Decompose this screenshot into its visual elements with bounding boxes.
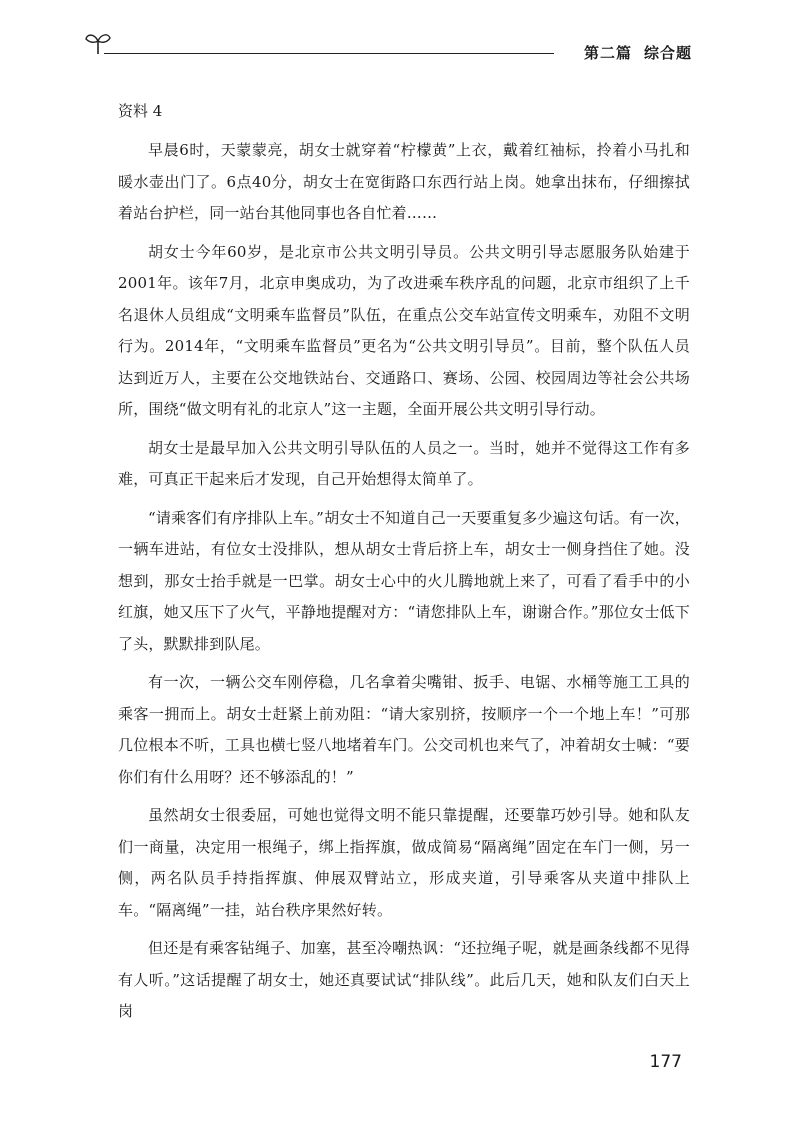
paragraph-5: 有一次，一辆公交车刚停稳，几名拿着尖嘴钳、扳手、电锯、水桶等施工工具的乘客一拥而上。胡女士赶紧上前劝阻：“请大家别挤，按顺序一个一个地上车！”可那几位根本不听，工具也横七竖八地堵着车门。公交司机也来气了，冲着胡女士喊：“要你们有什么用呀？还不够添乱的！” (118, 673, 690, 786)
paragraph-7: 但还是有乘客钻绳子、加塞，甚至冷嘲热讽：“还拉绳子呢，就是画条线都不见得有人听。”这话提醒了胡女士，她还真要试试“排队线”。此后几天，她和队友们白天上岗 (118, 939, 690, 1020)
paragraph-3: 胡女士是最早加入公共文明引导队伍的人员之一。当时，她并不觉得这工作有多难，可真正干起来后才发现，自己开始想得太简单了。 (118, 438, 690, 488)
page-header (84, 28, 692, 68)
section-title: 综合题 (643, 44, 692, 62)
paragraph-2: 胡女士今年60岁，是北京市公共文明引导员。公共文明引导志愿服务队始建于2001年。该年7月，北京申奥成功，为了改进乘车秩序乱的问题，北京市组织了上千名退休人员组成“文明乘车监督员”队伍，在重点公交车站宣传文明乘车，劝阻不文明行为。2014年，“文明乘车监督员”更名为“公共文明引导员”。目前，整个队伍人员达到近万人，主要在公交地铁站台、交通路口、赛场、公园、校园周边等社会公共场所，围绕“做文明有礼的北京人”这一主题，全面开展公共文明引导行动。 (118, 242, 690, 418)
material-heading: 资料 4 (118, 102, 163, 120)
paragraph-1: 早晨6时，天蒙蒙亮，胡女士就穿着“柠檬黄”上衣，戴着红袖标，拎着小马扎和暖水壶出门了。6点40分，胡女士在宽街路口东西行站上岗。她拿出抹布，仔细擦拭着站台护栏，同一站台其他同事也各自忙着…… (118, 141, 690, 222)
section-label (584, 42, 692, 63)
sprout-icon (84, 28, 112, 56)
page-number: 177 (649, 1052, 682, 1072)
paragraph-4: “请乘客们有序排队上车。”胡女士不知道自己一天要重复多少遍这句话。有一次，一辆车进站，有位女士没排队，想从胡女士背后挤上车，胡女士一侧身挡住了她。没想到，那女士抬手就是一巴掌。胡女士心中的火儿腾地就上来了，可看了看手中的小红旗，她又压下了火气，平静地提醒对方：“请您排队上车，谢谢合作。”那位女士低下了头，默默排到队尾。 (118, 508, 690, 653)
page-content (118, 97, 690, 1035)
part-label: 第二篇 (583, 44, 632, 62)
header-rule (104, 53, 554, 54)
paragraph-6: 虽然胡女士很委屈，可她也觉得文明不能只靠提醒，还要靠巧妙引导。她和队友们一商量，决定用一根绳子，绑上指挥旗，做成简易“隔离绳”固定在车门一侧，另一侧，两名队员手持指挥旗、伸展双臂站立，形成夹道，引导乘客从夹道中排队上车。“隔离绳”一挂，站台秩序果然好转。 (118, 806, 690, 919)
